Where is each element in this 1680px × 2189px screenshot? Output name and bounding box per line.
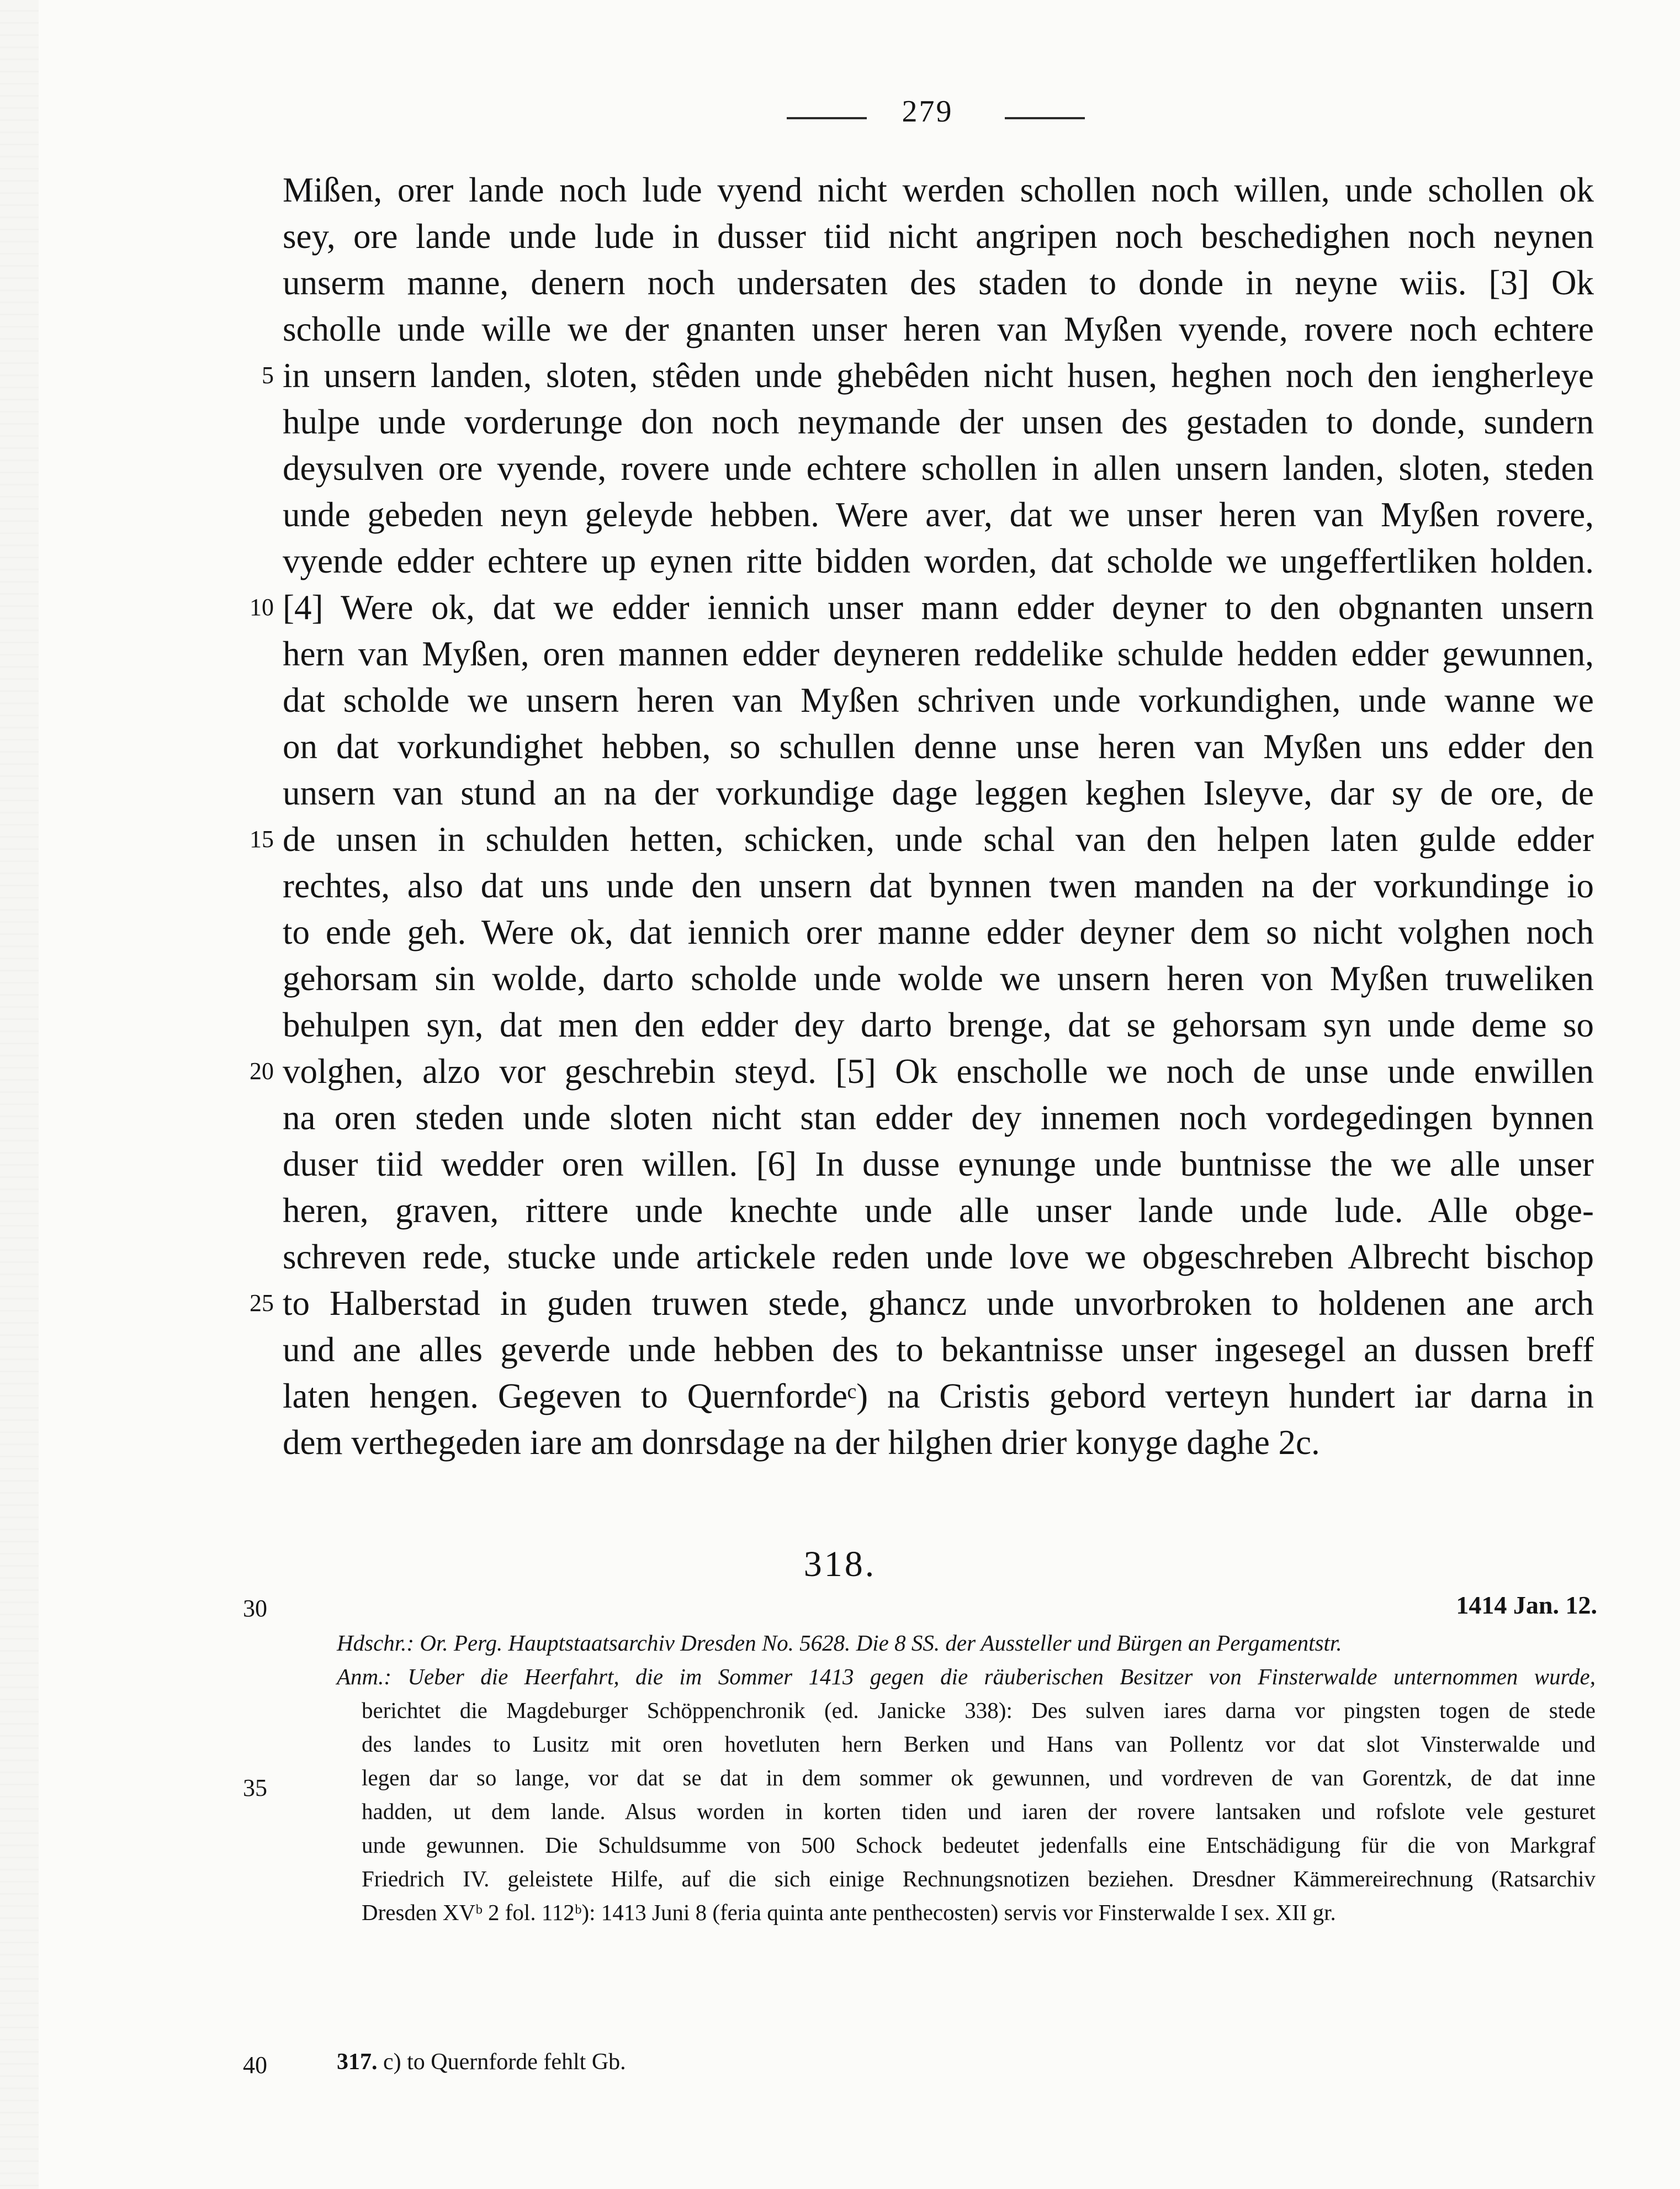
text-line: gehorsam sin wolde, darto scholde unde wolde we unsern heren von Myßen truweliken [283,959,1594,998]
footnote-ref: 317. [337,2049,378,2075]
text-line: dem verthegeden iare am donrsdage na der hilghen drier konyge daghe 2c. [283,1423,1320,1462]
text-line: to Halberstad in guden truwen stede, ghancz unde unvorbroken to holdenen ane arch [283,1284,1594,1323]
text-line: unsern van stund an na der vorkundige dage leggen keghen Isleyve, dar sy de ore, de [283,774,1594,812]
scan-margin [0,0,39,2189]
text-line: laten hengen. Gegeven to Quernfordeᶜ) na Cristis gebord verteyn hundert iar darna in [283,1377,1594,1415]
text-line: unserm manne, denern noch undersaten des staden to donde in neyne wiis. [3] Ok [283,263,1594,302]
line-number-30: 30 [243,1595,267,1622]
header-rule-right [1005,117,1085,119]
text-line: to ende geh. Were ok, dat iennich orer manne edder deyner dem so nicht volghen noch [283,913,1594,951]
apparatus-notes [337,1626,1596,1929]
footnote [337,2049,626,2075]
text-line: behulpen syn, dat men den edder dey darto brenge, dat se gehorsam syn unde deme so [283,1006,1594,1044]
text-line: in unsern landen, sloten, stêden unde ghebêden nicht husen, heghen noch den iengherleye [283,356,1594,395]
text-line: deysulven ore vyende, rovere unde echtere schollen in allen unsern landen, sloten, steden [283,449,1594,488]
text-line: dat scholde we unsern heren van Myßen schriven unde vorkundighen, unde wanne we [283,681,1594,720]
line-number-40: 40 [243,2051,267,2079]
text-line: na oren steden unde sloten nicht stan edder dey innemen noch vordegedingen bynnen [283,1098,1594,1137]
text-line: Mißen, orer lande noch lude vyend nicht werden schollen noch willen, unde schollen ok [283,171,1594,209]
document-number: 318. [803,1544,877,1584]
header-rule-left [787,117,867,119]
note-line: Anm.: Ueber die Heerfahrt, die im Sommer 1413 gegen die räuberischen Besitzer von Finsterwalde unternommen wurde, [337,1664,1596,1689]
page-number: 279 [902,94,953,129]
text-line: hern van Myßen, oren mannen edder deyneren reddelike schulde hedden edder gewunnen, [283,635,1594,673]
text-line: heren, graven, rittere unde knechte unde alle unser lande unde lude. Alle obge- [283,1191,1594,1230]
line-number: 10 [250,594,274,621]
note-line: unde gewunnen. Die Schuldsumme von 500 Schock bedeutet jedenfalls eine Entschädigung für die von Markgraf [362,1832,1596,1858]
footnote-text: c) to Quernforde fehlt Gb. [383,2049,626,2075]
text-line: scholle unde wille we der gnanten unser heren van Myßen vyende, rovere noch echtere [283,310,1594,348]
main-text [283,167,1594,1466]
text-line: schreven rede, stucke unde artickele reden unde love we obgeschreben Albrecht bischop [283,1238,1594,1276]
text-line: [4] Were ok, dat we edder iennich unser mann edder deyner to den obgnanten unsern [283,588,1594,627]
note-line: Dresden XVᵇ 2 fol. 112ᵇ): 1413 Juni 8 (feria quinta ante penthecosten) servis vor Finsterwalde I sex. XII gr. [362,1900,1336,1925]
text-line: hulpe unde vorderunge don noch neymande der unsen des gestaden to donde, sundern [283,403,1594,441]
note-line: Friedrich IV. geleistete Hilfe, auf die sich einige Rechnungsnotizen beziehen. Dresdner Kämmereirechnung (Ratsarchiv [362,1866,1596,1891]
note-line: des landes to Lusitz mit oren hovetluten hern Berken und Hans van Pollentz vor dat slot Vinsterwalde und [362,1731,1596,1757]
line-number: 25 [250,1289,274,1316]
line-number: 15 [250,826,274,853]
page-header [0,94,1680,138]
text-line: unde gebeden neyn geleyde hebben. Were aver, dat we unser heren van Myßen rovere, [283,495,1594,534]
text-line: on dat vorkundighet hebben, so schullen denne unse heren van Myßen uns edder den [283,727,1594,766]
text-line: de unsen in schulden hetten, schicken, unde schal van den helpen laten gulde edder [283,820,1594,859]
line-number-35: 35 [243,1774,267,1801]
note-line: legen dar so lange, vor dat se dat in dem sommer ok gewunnen, und vordreven de van Gorentzk, de dat inne [362,1765,1596,1790]
text-line: und ane alles geverde unde hebben des to bekantnisse unser ingesegel an dussen breff [283,1330,1594,1369]
document-date: 1414 Jan. 12. [1456,1591,1597,1619]
text-line: duser tiid wedder oren willen. [6] In dusse eynunge unde buntnisse the we alle unser [283,1145,1594,1183]
text-line: vyende edder echtere up eynen ritte bidden worden, dat scholde we ungeffertliken holden. [283,542,1594,580]
note-line: berichtet die Magdeburger Schöppenchronik (ed. Janicke 338): Des sulven iares darna vor pingsten togen de stede [362,1698,1596,1723]
line-number: 20 [250,1058,274,1085]
note-line: hadden, ut dem lande. Alsus worden in korten tiden und iaren der rovere lantsaken und rofslote vele gesturet [362,1799,1596,1824]
text-line: volghen, alzo vor geschrebin steyd. [5] Ok enschollе we noch de unse unde enwillen [283,1052,1594,1091]
text-line: sey, ore lande unde lude in dusser tiid nicht angripen noch beschedighen noch neynen [283,217,1594,256]
line-number: 5 [262,362,274,389]
note-line: Hdschr.: Or. Perg. Hauptstaatsarchiv Dresden No. 5628. Die 8 SS. der Aussteller und Bürgen an Pergamentstr. [337,1630,1342,1656]
text-line: rechtes, also dat uns unde den unsern dat bynnen twen manden na der vorkundinge io [283,866,1594,905]
